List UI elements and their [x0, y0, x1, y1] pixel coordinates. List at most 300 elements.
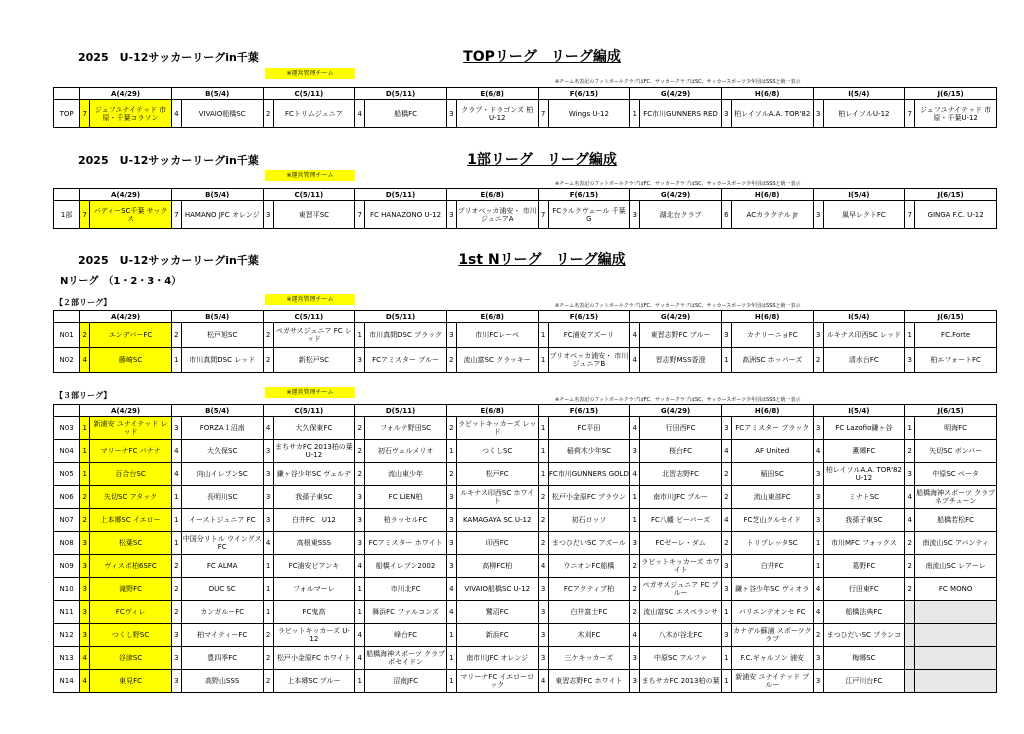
column-header: E(6/8)	[446, 405, 538, 417]
group-number: 4	[355, 624, 365, 647]
group-number: 3	[446, 100, 456, 128]
table-row	[54, 463, 997, 486]
row-label: N08	[54, 532, 80, 555]
row-label: N12	[54, 624, 80, 647]
group-number: 3	[630, 647, 640, 670]
group-number: 3	[905, 463, 915, 486]
note-text: ※チーム名表記のフットボールクラブはFC、サッカークラブはSC、サッカースポーツ少年団はSSSと統一表示	[555, 181, 801, 187]
group-number: 4	[721, 440, 731, 463]
group-number: 1	[355, 601, 365, 624]
group-number: 4	[538, 555, 548, 578]
team-name: FC浦安ピアンキ	[273, 555, 355, 578]
league-name: 2025 U-12サッカーリーグin千葉	[78, 51, 259, 64]
group-number: 2	[630, 555, 640, 578]
team-name: ルキナス印西SC レッド	[823, 323, 905, 348]
team-name: 舞浜FC ファルコンズ	[365, 601, 447, 624]
column-header: C(5/11)	[263, 311, 355, 323]
team-name: 新浦安 ユナイテッド レッド	[90, 417, 172, 440]
group-number: 2	[905, 532, 915, 555]
team-name: ミナトSC	[823, 486, 905, 509]
team-name: バリエンテオンセ FC	[731, 601, 813, 624]
group-number: 4	[355, 555, 365, 578]
group-number: 4	[905, 486, 915, 509]
group-number: 2	[263, 670, 273, 693]
group-number: 2	[355, 463, 365, 486]
team-name: FC市川GUNNERS GOLD	[548, 463, 630, 486]
team-name: マリーナFC イエローロック	[456, 670, 538, 693]
group-number: 2	[263, 624, 273, 647]
column-header: G(4/29)	[630, 189, 722, 201]
team-name: 松戸小金原FC ホワイト	[273, 647, 355, 670]
group-number: 2	[905, 555, 915, 578]
section-tag: ※運営管理チーム	[265, 68, 355, 79]
team-name: 矢切SC アタック	[90, 486, 172, 509]
team-name: 流山東少年	[365, 463, 447, 486]
team-name: 上本郷SC イエロー	[90, 509, 172, 532]
team-name: まつひだいSC ブランコ	[823, 624, 905, 647]
column-header: G(4/29)	[630, 311, 722, 323]
team-name: 南流山SC レアーレ	[915, 555, 997, 578]
team-name: 風早レクトFC	[823, 201, 905, 229]
group-number: 4	[263, 532, 273, 555]
team-name: 新浜FC	[456, 624, 538, 647]
group-number	[905, 670, 915, 693]
table-row	[54, 486, 997, 509]
column-header: B(5/4)	[171, 311, 263, 323]
group-number: 4	[355, 100, 365, 128]
group-number: 2	[263, 100, 273, 128]
group-number: 4	[446, 578, 456, 601]
team-name: 市川真間DSC レッド	[181, 348, 263, 373]
group-number: 3	[263, 509, 273, 532]
corner-cell	[54, 189, 80, 201]
column-header: I(5/4)	[813, 405, 905, 417]
row-label: N05	[54, 463, 80, 486]
team-name: 松葉SC	[90, 532, 172, 555]
group-number: 2	[171, 323, 181, 348]
group-number: 4	[171, 100, 181, 128]
team-name: 沼南JFC	[365, 670, 447, 693]
group-number: 2	[171, 555, 181, 578]
group-number: 3	[721, 100, 731, 128]
table-row	[54, 201, 997, 229]
team-name	[915, 647, 997, 670]
column-header: J(6/15)	[905, 189, 997, 201]
team-name: GINGA F.C. U-12	[915, 201, 997, 229]
group-number: 3	[813, 417, 823, 440]
team-name: カナデル蘇浦 スポーツクラブ	[731, 624, 813, 647]
corner-cell	[54, 405, 80, 417]
group-number: 3	[80, 532, 90, 555]
group-number: 3	[446, 555, 456, 578]
row-label: N06	[54, 486, 80, 509]
team-name: 大久保東FC	[273, 417, 355, 440]
third-division-label: 【３部リーグ】	[55, 391, 112, 400]
team-name: 白井FC	[731, 555, 813, 578]
team-name: まつひだいSC アズール	[548, 532, 630, 555]
n-league-subtitle: Nリーグ （1・2・3・4）	[60, 276, 182, 287]
group-number: 3	[538, 578, 548, 601]
group-number: 3	[171, 417, 181, 440]
team-name: 船橋海神スポーツ クラブ ネプチューン	[915, 486, 997, 509]
team-name	[915, 624, 997, 647]
group-number: 3	[721, 578, 731, 601]
group-number: 2	[905, 578, 915, 601]
team-name: 習志野MSS香澄	[640, 348, 722, 373]
group-number: 3	[538, 647, 548, 670]
group-number: 2	[446, 348, 456, 373]
group-number: 2	[813, 624, 823, 647]
group-number: 3	[630, 532, 640, 555]
group-number: 3	[813, 670, 823, 693]
team-name: クラブ・ドラゴンズ 柏 U-12	[456, 100, 538, 128]
column-header: A(4/29)	[80, 88, 172, 100]
group-number: 4	[813, 440, 823, 463]
team-name: FC ALMA	[181, 555, 263, 578]
row-label: N02	[54, 348, 80, 373]
team-name: フォルテ野田SC	[365, 417, 447, 440]
row-label: N09	[54, 555, 80, 578]
group-number: 1	[538, 417, 548, 440]
team-name: FC MONO	[915, 578, 997, 601]
group-number: 3	[813, 100, 823, 128]
group-number: 3	[446, 509, 456, 532]
team-name: 長明川SC	[181, 486, 263, 509]
team-name: 我孫子東SC	[273, 486, 355, 509]
note-text: ※チーム名表記のフットボールクラブはFC、サッカークラブはSC、サッカースポーツ少年団はSSSと統一表示	[555, 79, 801, 85]
group-number: 1	[538, 323, 548, 348]
group-number: 3	[355, 532, 365, 555]
team-name: 桜台FC	[640, 440, 722, 463]
team-name: 矢切SC ボンバー	[915, 440, 997, 463]
team-name: FC平田	[548, 417, 630, 440]
table-row	[54, 532, 997, 555]
table-row	[54, 509, 997, 532]
team-name: FCアミスター ブラック	[731, 417, 813, 440]
group-number: 3	[446, 532, 456, 555]
team-name: DUC SC	[181, 578, 263, 601]
team-name: 清水台FC	[823, 348, 905, 373]
team-name: 大久保SC	[181, 440, 263, 463]
header-row	[54, 88, 997, 100]
team-name: 谷津SC	[90, 647, 172, 670]
team-name: 藤崎SC	[90, 348, 172, 373]
column-header: A(4/29)	[80, 405, 172, 417]
group-number: 1	[538, 348, 548, 373]
team-name: つくしSC	[456, 440, 538, 463]
group-number: 4	[355, 647, 365, 670]
team-name: フォルマーレ	[273, 578, 355, 601]
team-name: 市川MFC フォックス	[823, 532, 905, 555]
group-number: 2	[721, 486, 731, 509]
column-header: D(5/11)	[355, 189, 447, 201]
table-row	[54, 417, 997, 440]
team-name: マリーナFC バナナ	[90, 440, 172, 463]
team-name: 稲田SC	[731, 463, 813, 486]
team-name: 高柳FC柏	[456, 555, 538, 578]
group-number: 3	[446, 201, 456, 229]
team-name: 南市川JFC ブルー	[640, 486, 722, 509]
column-header: A(4/29)	[80, 189, 172, 201]
group-number: 1	[446, 647, 456, 670]
team-name: ウニオンFC船橋	[548, 555, 630, 578]
table-row	[54, 670, 997, 693]
team-name: 流山富SC エスペランサ	[640, 601, 722, 624]
team-name: 南流山SC アバンティ	[915, 532, 997, 555]
group-number: 1	[905, 417, 915, 440]
team-name: 市川北FC	[365, 578, 447, 601]
group-number: 1	[630, 509, 640, 532]
group-number: 2	[355, 417, 365, 440]
team-name: 鎌ヶ谷少年SC ヴィオラ	[731, 578, 813, 601]
team-name: 滝野FC	[90, 578, 172, 601]
team-name: 東見FC	[90, 670, 172, 693]
group-number: 1	[355, 670, 365, 693]
group-number: 3	[721, 624, 731, 647]
first-league-title: 1部リーグ リーグ編成	[467, 152, 617, 168]
group-number: 4	[446, 601, 456, 624]
group-number: 3	[171, 647, 181, 670]
team-name: FORZA１沼南	[181, 417, 263, 440]
row-label: N03	[54, 417, 80, 440]
team-name: KAMAGAYA SC U-12	[456, 509, 538, 532]
column-header: E(6/8)	[446, 189, 538, 201]
group-number: 3	[630, 440, 640, 463]
column-header: A(4/29)	[80, 311, 172, 323]
group-number: 1	[263, 601, 273, 624]
row-label: N13	[54, 647, 80, 670]
group-number: 4	[263, 417, 273, 440]
team-name: ラビットキッカーズ ホワイト	[640, 555, 722, 578]
section-tag: ※運営管理チーム	[265, 387, 355, 398]
team-name: 南市川JFC オレンジ	[456, 647, 538, 670]
group-number: 1	[538, 463, 548, 486]
group-number: 2	[263, 348, 273, 373]
group-number: 1	[171, 486, 181, 509]
group-number: 3	[355, 486, 365, 509]
group-number: 7	[355, 201, 365, 229]
team-name: FC.Forte	[915, 323, 997, 348]
column-header: I(5/4)	[813, 189, 905, 201]
team-name: 柏ラッセルFC	[365, 509, 447, 532]
group-number: 2	[721, 532, 731, 555]
group-number: 7	[80, 201, 90, 229]
team-name: FCアミスター ブルー	[365, 348, 447, 373]
group-number: 4	[630, 463, 640, 486]
row-label: TOP	[54, 100, 80, 128]
team-name: FC八幡 ビーバーズ	[640, 509, 722, 532]
row-label: N01	[54, 323, 80, 348]
group-number: 3	[263, 463, 273, 486]
top-league-title: TOPリーグ リーグ編成	[463, 49, 621, 65]
team-name: 中国分リトル ウイングスFC	[181, 532, 263, 555]
group-number: 2	[80, 323, 90, 348]
group-number: 1	[355, 578, 365, 601]
group-number: 2	[630, 601, 640, 624]
group-number: 3	[80, 578, 90, 601]
group-number: 1	[813, 555, 823, 578]
group-number: 2	[538, 486, 548, 509]
table-row	[54, 440, 997, 463]
team-name: 湖北台クラブ	[640, 201, 722, 229]
team-name: プリオベッカ浦安・ 市川ジュニアB	[548, 348, 630, 373]
team-name: 向山イレブンSC	[181, 463, 263, 486]
table-row	[54, 601, 997, 624]
team-name: ACカラクテル Jr	[731, 201, 813, 229]
team-name: FCアミスター ホワイト	[365, 532, 447, 555]
team-name: FCヴィレ	[90, 601, 172, 624]
group-number: 2	[263, 647, 273, 670]
group-number: 1	[263, 578, 273, 601]
team-name: 行田東FC	[823, 578, 905, 601]
team-name: 江戸川台FC	[823, 670, 905, 693]
column-header: F(6/15)	[538, 405, 630, 417]
header-row	[54, 189, 997, 201]
top-league-table	[53, 87, 997, 128]
league-name: 2025 U-12サッカーリーグin千葉	[78, 254, 259, 267]
group-number: 3	[813, 323, 823, 348]
corner-cell	[54, 88, 80, 100]
group-number: 1	[171, 509, 181, 532]
team-name: 鷺沼FC	[456, 601, 538, 624]
team-name: 流山東部FC	[731, 486, 813, 509]
group-number: 7	[80, 100, 90, 128]
team-name: 白井FC U12	[273, 509, 355, 532]
team-name: 柏マイティーFC	[181, 624, 263, 647]
group-number: 3	[80, 624, 90, 647]
team-name: 豊四季FC	[181, 647, 263, 670]
team-name: FC Lazofio鎌ヶ谷	[823, 417, 905, 440]
group-number: 3	[905, 348, 915, 373]
group-number: 2	[905, 440, 915, 463]
group-number: 2	[813, 348, 823, 373]
column-header: F(6/15)	[538, 189, 630, 201]
group-number: 3	[355, 348, 365, 373]
team-name: 三ケキッカーズ	[548, 647, 630, 670]
group-number: 3	[80, 555, 90, 578]
group-number: 2	[538, 509, 548, 532]
team-name: F.C.ギャルソン 浦安	[731, 647, 813, 670]
table-row	[54, 555, 997, 578]
column-header: G(4/29)	[630, 88, 722, 100]
group-number: 4	[171, 463, 181, 486]
column-header: B(5/4)	[171, 189, 263, 201]
corner-cell	[54, 311, 80, 323]
team-name: カンガルーFC	[181, 601, 263, 624]
team-name: 行田西FC	[640, 417, 722, 440]
team-name: 初石ロッソ	[548, 509, 630, 532]
team-name: 薫郷FC	[823, 440, 905, 463]
group-number: 4	[630, 348, 640, 373]
column-header: B(5/4)	[171, 88, 263, 100]
group-number: 3	[813, 201, 823, 229]
group-number: 1	[80, 440, 90, 463]
group-number: 1	[721, 670, 731, 693]
third-division-table	[53, 404, 997, 693]
group-number: 2	[80, 486, 90, 509]
row-label: N07	[54, 509, 80, 532]
group-number: 1	[355, 323, 365, 348]
group-number: 3	[446, 486, 456, 509]
team-name: Wings U-12	[548, 100, 630, 128]
column-header: E(6/8)	[446, 311, 538, 323]
group-number: 3	[80, 601, 90, 624]
n-league-title: 1st Nリーグ リーグ編成	[458, 252, 626, 268]
column-header: C(5/11)	[263, 88, 355, 100]
team-name: 船橋海神スポーツ クラブ ポセイドン	[365, 647, 447, 670]
team-name: FCラルクヴェール 千葉 G	[548, 201, 630, 229]
group-number: 3	[263, 201, 273, 229]
team-name: 峰台FC	[365, 624, 447, 647]
group-number: 1	[171, 532, 181, 555]
team-name: FC芝山クルセイド	[731, 509, 813, 532]
column-header: D(5/11)	[355, 88, 447, 100]
team-name: カナリーニョFC	[731, 323, 813, 348]
team-name: VIVAIO船橋SC	[181, 100, 263, 128]
group-number: 1	[813, 532, 823, 555]
team-name: 梅郷SC	[823, 647, 905, 670]
group-number: 2	[721, 463, 731, 486]
column-header: J(6/15)	[905, 311, 997, 323]
group-number: 2	[355, 440, 365, 463]
group-number: 3	[538, 601, 548, 624]
note-text: ※チーム名表記のフットボールクラブはFC、サッカークラブはSC、サッカースポーツ少年団はSSSと統一表示	[555, 397, 801, 403]
team-name: 我孫子東SC	[823, 509, 905, 532]
team-name: バディーSC千葉 サックス	[90, 201, 172, 229]
group-number: 3	[263, 486, 273, 509]
team-name: ラビットキッカーズ U-12	[273, 624, 355, 647]
team-name: FCゼーレ・ダム	[640, 532, 722, 555]
group-number: 4	[630, 417, 640, 440]
column-header: H(6/8)	[721, 88, 813, 100]
team-name: ヴィスポ柏6SFC	[90, 555, 172, 578]
team-name: 北習志野FC	[640, 463, 722, 486]
group-number: 2	[80, 509, 90, 532]
team-name: 木刈FC	[548, 624, 630, 647]
group-number: 1	[721, 601, 731, 624]
team-name: 東習志野FC ブルー	[640, 323, 722, 348]
team-name: 八木が谷北FC	[640, 624, 722, 647]
league-name: 2025 U-12サッカーリーグin千葉	[78, 154, 259, 167]
group-number: 4	[80, 647, 90, 670]
team-name: 松戸旭SC	[181, 323, 263, 348]
column-header: F(6/15)	[538, 311, 630, 323]
group-number: 3	[721, 555, 731, 578]
team-name: 中原SC アルファ	[640, 647, 722, 670]
group-number: 2	[171, 601, 181, 624]
column-header: E(6/8)	[446, 88, 538, 100]
column-header: F(6/15)	[538, 88, 630, 100]
group-number: 4	[630, 624, 640, 647]
note-text: ※チーム名表記のフットボールクラブはFC、サッカークラブはSC、サッカースポーツ少年団はSSSと統一表示	[555, 303, 801, 309]
group-number: 4	[171, 440, 181, 463]
team-name: 船橋若松FC	[915, 509, 997, 532]
column-header: D(5/11)	[355, 311, 447, 323]
group-number: 4	[905, 509, 915, 532]
group-number: 2	[630, 578, 640, 601]
column-header: J(6/15)	[905, 405, 997, 417]
group-number: 4	[630, 323, 640, 348]
column-header: I(5/4)	[813, 311, 905, 323]
second-division-label: 【２部リーグ】	[55, 298, 112, 307]
group-number: 3	[171, 670, 181, 693]
team-name: 船橋イレブン2002	[365, 555, 447, 578]
team-name: AF United	[731, 440, 813, 463]
group-number: 7	[538, 100, 548, 128]
group-number	[905, 647, 915, 670]
group-number: 4	[813, 578, 823, 601]
team-name: 市川真間DSC ブラック	[365, 323, 447, 348]
